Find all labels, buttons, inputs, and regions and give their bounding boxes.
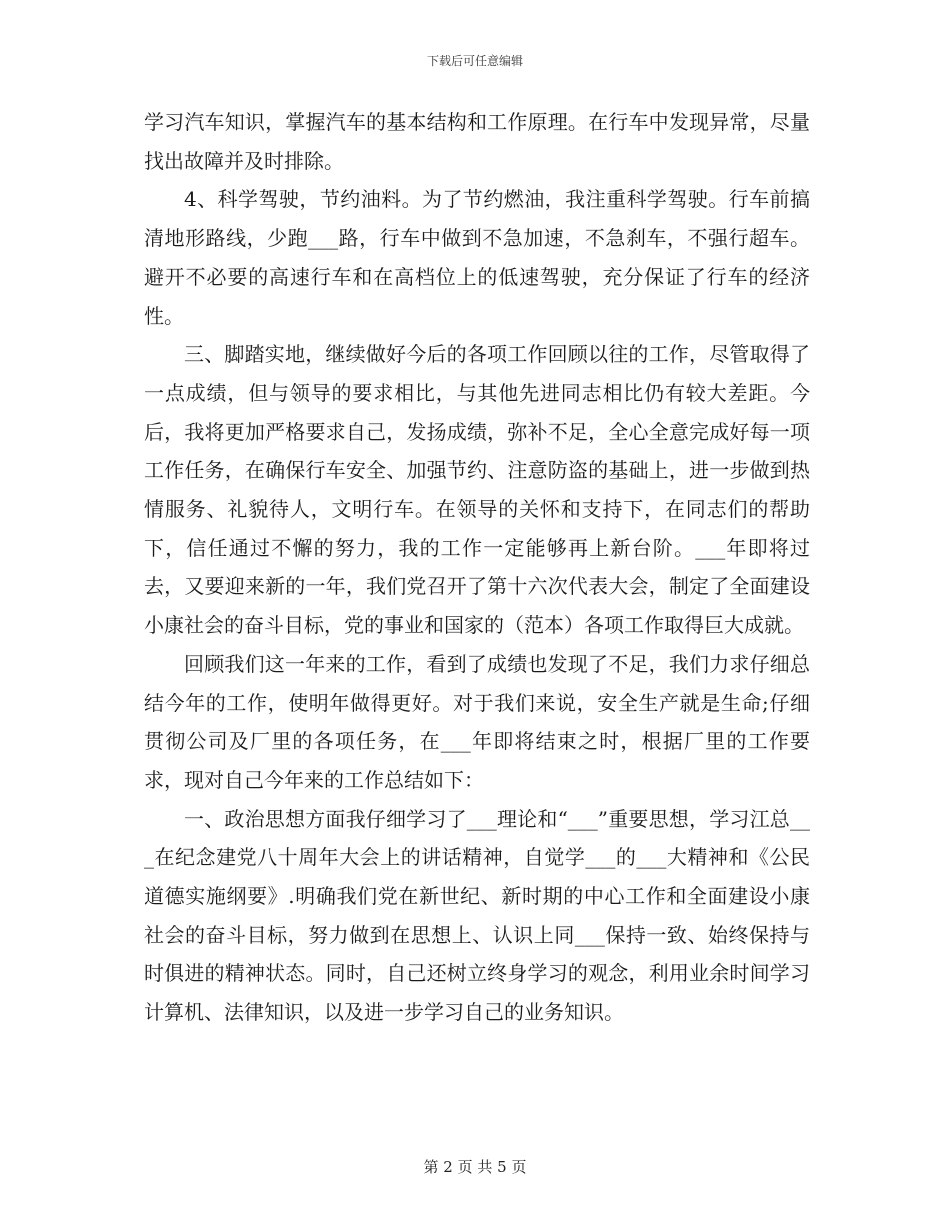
- paragraph-5: 一、政治思想方面我仔细学习了___理论和“___”重要思想，学习江总___在纪念建党八十周年大会上的讲话精神，自觉学___的___大精神和《公民道德实施纲要》.明确我们党在新世纪、新时期的中心工作和全面建设小康社会的奋斗目标，努力做到在思想上、认识上同___保持一致、始终保持与时俱进的精神状态。同时，自己还树立终身学习的观念，利用业余时间学习计算机、法律知识，以及进一步学习自己的业务知识。: [144, 806, 810, 1025]
- document-body: [144, 103, 810, 1032]
- page-header: 下载后可任意编辑: [426, 54, 523, 68]
- paragraph-3: 三、脚踏实地，继续做好今后的各项工作回顾以往的工作，尽管取得了一点成绩，但与领导的要求相比，与其他先进同志相比仍有较大差距。今后，我将更加严格要求自己，发扬成绩，弥补不足，全心全意完成好每一项工作任务，在确保行车安全、加强节约、注意防盗的基础上，进一步做到热情服务、礼貌待人，文明行车。在领导的关怀和支持下，在同志们的帮助下，信任通过不懈的努力，我的工作一定能够再上新台阶。___年即将过去，又要迎来新的一年，我们党召开了第十六次代表大会，制定了全面建设小康社会的奋斗目标，党的事业和国家的（范本）各项工作取得巨大成就。: [144, 342, 810, 638]
- page-number-footer: 第 2 页 共 5 页: [423, 1158, 527, 1176]
- paragraph-4: 回顾我们这一年来的工作，看到了成绩也发现了不足，我们力求仔细总结今年的工作，使明年做得更好。对于我们来说，安全生产就是生命;仔细贯彻公司及厂里的各项任务，在___年即将结束之时，根据厂里的工作要求，现对自己今年来的工作总结如下：: [144, 651, 810, 792]
- paragraph-1: 学习汽车知识，掌握汽车的基本结构和工作原理。在行车中发现异常，尽量找出故障并及时排除。: [144, 110, 810, 173]
- paragraph-2: 4、科学驾驶，节约油料。为了节约燃油，我注重科学驾驶。行车前搞清地形路线，少跑___路，行车中做到不急加速，不急刹车，不强行超车。避开不必要的高速行车和在高档位上的低速驾驶，充分保证了行车的经济性。: [144, 187, 810, 328]
